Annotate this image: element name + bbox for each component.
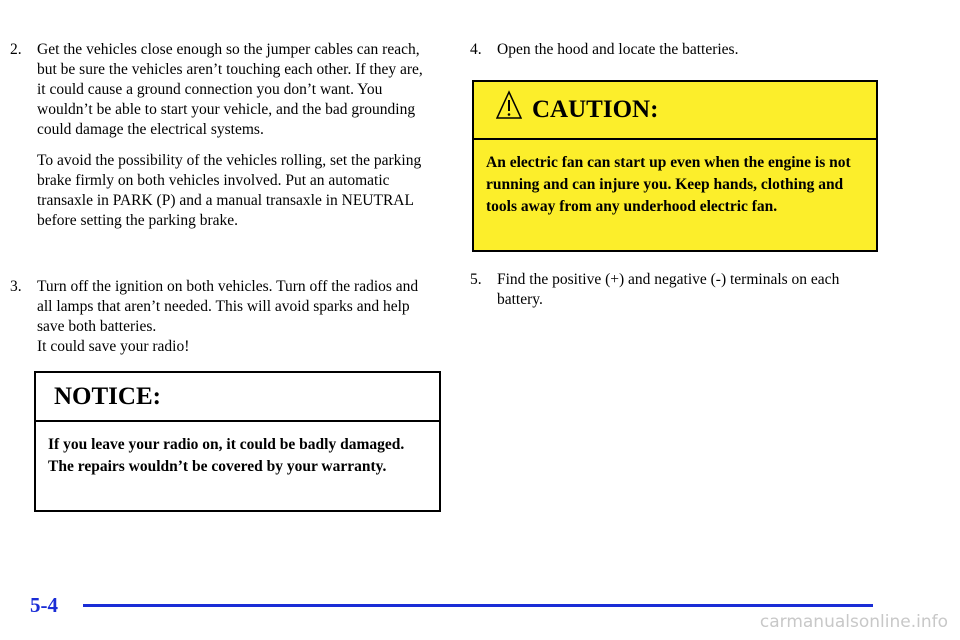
list-item-4	[470, 40, 875, 60]
notice-box	[34, 371, 441, 512]
page-number: 5-4	[30, 593, 58, 617]
list-item-5	[470, 270, 875, 310]
caution-box	[472, 80, 878, 252]
item-text: Turn off the ignition on both vehicles. Turn off the radios and all lamps that aren’t needed. This will avoid sparks and help save both batteries.	[37, 278, 419, 335]
notice-title: NOTICE:	[36, 373, 439, 422]
item-paragraph: To avoid the possibility of the vehicles rolling, set the parking brake firmly on both vehicles involved. Put an automatic transaxle in PARK (P) and a manual transaxle in NEUTRAL before setting the parking brake.	[37, 152, 422, 229]
item-text-line2: It could save your radio!	[37, 338, 190, 355]
item-text: Open the hood and locate the batteries.	[497, 41, 739, 58]
watermark: carmanualsonline.info	[759, 612, 948, 632]
caution-header	[474, 82, 876, 140]
item-text: Find the positive (+) and negative (-) terminals on each battery.	[497, 271, 840, 308]
caution-body: An electric fan can start up even when the engine is not running and can injure you. Keep hands, clothing and tools away from any underhood electric fan.	[486, 154, 851, 215]
list-item-3	[10, 277, 435, 357]
item-number: 2.	[10, 41, 22, 58]
caution-title: CAUTION:	[532, 96, 659, 123]
notice-body: If you leave your radio on, it could be badly damaged. The repairs wouldn’t be covered by your warranty.	[48, 436, 405, 475]
item-number: 3.	[10, 278, 22, 295]
footer-rule	[83, 604, 873, 607]
item-number: 5.	[470, 271, 482, 288]
item-number: 4.	[470, 41, 482, 58]
list-item-2	[10, 40, 435, 231]
warning-triangle-icon	[496, 90, 522, 120]
item-text: Get the vehicles close enough so the jumper cables can reach, but be sure the vehicles aren’t touching each other. If they are, it could cause a ground connection you don’t want. You wouldn’t be able to start your vehicle, and the bad grounding could damage the electrical systems.	[37, 41, 423, 138]
